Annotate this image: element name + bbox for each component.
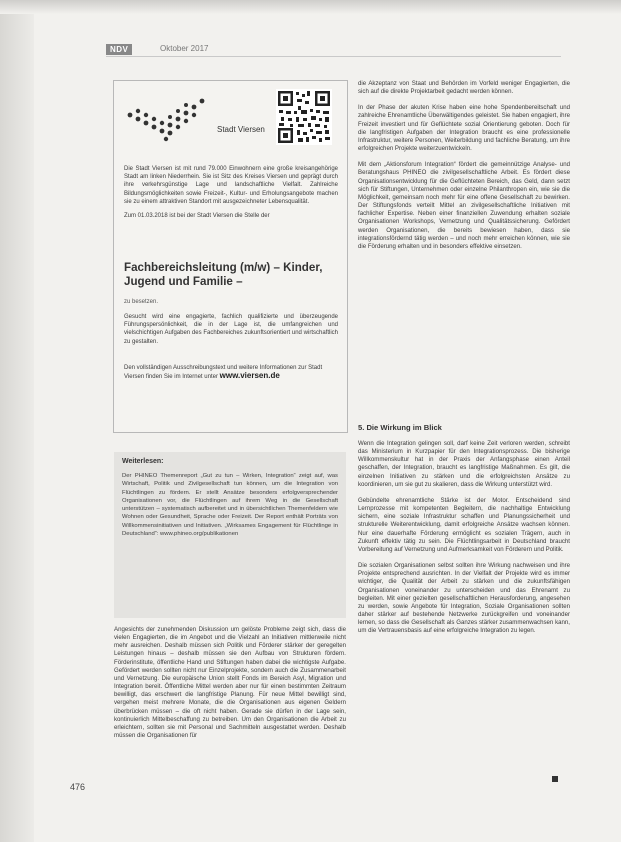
ad-date-line: Zum 01.03.2018 ist bei der Stadt Viersen die Stelle der	[124, 213, 270, 220]
ad-website-link[interactable]: www.viersen.de	[219, 371, 280, 381]
ad-description: Gesucht wird eine engagierte, fachlich qualifizierte und überzeugende Führungspersönlichkeit, die in der Lage ist, die umfangreichen und vielschichtigen Aufgaben des Fachbereiches zukunftsorientiert und wirtschaftlich zu gestalten.	[124, 314, 338, 345]
further-reading-text: Der PHINEO Themenreport „Gut zu tun – Wirken, Integration“ zeigt auf, was Wirtschaft, Politik und Zivilgesellschaft tun können, um die Integration von Flüchtlingen zu fördern. Er stellt Ansätze besonders erfolgversprechender Organisationen vor, die Flüchtlingen auf ihrem Weg in die Gesellschaft unterstützen – systematisch aufbereitet und in übersichtlichen Themenfeldern wie Wohnen oder Gesundheit, Sprache oder Freizeit. Der Report enthält Porträts von Willkommensinitiativen und Initiativen. „Wirksames Engagement für Flüchtlinge in Deutschland“: www.phineo.org/publikationen	[122, 473, 338, 538]
right-paragraph-3: Wenn die Integration gelingen soll, darf keine Zeit verloren werden, schreibt das Ministerium in Kurzpapier für den Integrationsprozess. Die bisherige Willkommenskultur hat in der Praxis der Anfangsphase einen Anteil geschaffen, der Integration, braucht es langfristige Maßnahmen. Es gilt, die einzelnen Initiativen zu stärken und die erfolgreichsten Ansätze zu koordinieren, um sie gut zu skalieren, dass die Wirkung unterstützt wird.	[358, 440, 570, 488]
ad-contact-text: Den vollständigen Ausschreibungstext und weitere Informationen zur Stadt Viersen finden Sie im Internet unter	[124, 365, 323, 381]
left-column-body	[114, 626, 346, 776]
right-column-bottom	[358, 440, 570, 784]
further-reading-title: Weiterlesen:	[122, 458, 164, 465]
left-body-paragraph: Angesichts der zunehmenden Diskussion um gelöste Probleme zeigt sich, dass die vielen Engagierten, die im Angebot und die Vielzahl an Initiativen mittlerweile nicht mehr ausreichen. Deshalb müssen sich Politik und Förderer stärker der geregelten Leistungen hinaus – deshalb müssen sie den Aufbau von Strukturen fördern. Förderinstitute, öffentliche Hand und Stiftungen haben dabei die wichtigste Aufgabe. Gefördert werden sollten nicht nur Einzelprojekte, sondern auch die Zusammenarbeit und Vernetzung. Die europäische Union stellt Fonds im Bereich Asyl, Migration und Integration bereit. Öffentliche Mittel werden aber nur für einen bestimmten Zeitraum bewilligt, das erschwert die langfristige Planung. Für neue Mittel bewilligt sind, vergehen meist mehrere Monate, die die Organisationen aus eigenen Geldern überbrücken müssen – die oft nicht haben. Gerade sie dürfen in der Lage sein, kontinuierlich Mittelbeschaffung zu betreiben. Um den Organisationen die Arbeit zu erleichtern, sollten sie mit Personal und Sachmitteln ausgestattet werden. Deshalb müssen die Organisationen für	[114, 626, 346, 740]
right-paragraph-2: Mit dem „Aktionsforum Integration“ fördert die gemeinnützige Analyse- und Beratungshaus PHINEO die zivilgesellschaftliche Arbeit. Es fördert diese Organisationsentwicklung für die Geflüchteten Bereich, das Geld, dann setzt sich für Stiftungen, Unternehmen oder einzelne Philanthropen ein, wie sie die Möglichkeit, gemeinsam noch mehr für eine offene Gesellschaft zu bewirken. Der Stiftungsfonds verteilt Mittel an zivilgesellschaftliche Initiativen mit fachlicher Expertise. Neben einer finanziellen Zuwendung erhalten soziale Organisationen Workshops, Vernetzung und Qualitätssicherung. Gefördert werden Organisationen, die bereits bewiesen haben, dass sie integrationsfördernd tätig werden – und noch mehr erreichen können, wie sie die Förderung erhalten und in besonders effektive einsetzen.	[358, 161, 570, 250]
section-heading: 5. Die Wirkung im Blick	[358, 423, 442, 432]
right-intro-paragraph: die Akzeptanz von Staat und Behörden im Vorfeld weniger Engagierten, die sich auf die direkte Projektarbeit gedacht werden können.	[358, 80, 570, 96]
job-advertisement	[113, 80, 348, 433]
qr-code-icon	[276, 89, 332, 145]
journal-badge: NDV	[106, 44, 132, 55]
article-end-mark	[552, 776, 558, 782]
right-paragraph-4: Gebündelte ehrenamtliche Stärke ist der Motor. Entscheidend sind Lernprozesse mit kompetenten Begleitern, die nachhaltige Entwicklung sichern, eine soziale Infrastruktur schaffen und Planungssicherheit und strukturelle Weiterentwicklung, damit erfolgreiche Ansätze wachsen können. Nur eine dauerhafte Förderung ermöglicht es sozialen Trägern, auch in Zukunft effektiv tätig zu sein. Die Flüchtlingsarbeit in Deutschland braucht Vorbereitung auf Vernetzung und Aufmerksamkeit von Förderern und Politik.	[358, 496, 570, 553]
header-rule	[106, 56, 561, 57]
issue-date: Oktober 2017	[160, 44, 209, 53]
ad-intro-text: Die Stadt Viersen ist mit rund 79.000 Einwohnern eine große kreisangehörige Stadt am linken Niederrhein. Sie ist Sitz des Kreises Viersen und geprägt durch ihre verkehrsgünstige Lage und landschaftliche Vielfalt. Zahlreiche Bildungsmöglichkeiten sowie Freizeit-, Kultur- und Erholungsangebote machen sie zu einem attraktiven Standort mit ausgezeichneter Lebensqualität.	[124, 166, 338, 205]
right-paragraph-1: In der Phase der akuten Krise haben eine hohe Spendenbereitschaft und zahlreiche Ehrenamtliche Überwältigendes geleistet. Sie haben engagiert, ihre Freizeit investiert und für Geflüchtete sozial Orientierung geboten. Doch für die langfristigen Aufgaben der Integration braucht es eine professionelle Infrastruktur, weitere Personen, Weiterbildung und fachliche Beratung, um ihre erfolgreichen Projekte weiterzuentwickeln.	[358, 104, 570, 153]
ad-job-title: Fachbereichsleitung (m/w) – Kinder, Jugend und Familie –	[124, 261, 323, 288]
ad-subtitle: zu besetzen.	[124, 299, 159, 305]
ad-contact	[124, 364, 338, 381]
ad-intro	[124, 165, 338, 220]
scan-edge	[0, 0, 621, 14]
page-gutter	[0, 0, 34, 842]
right-column-top	[358, 80, 570, 418]
viersen-logo-icon	[124, 93, 212, 149]
right-paragraph-5: Die sozialen Organisationen selbst sollten ihre Wirkung nachweisen und ihre Projekte entsprechend ausrichten. In der Vielfalt der Projekte wird es immer wichtiger, die Qualität der Arbeit zu stärken und die zukunftsfähigen Organisationen voneinander zu unterscheiden und das Ehrenamt zu begleiten. Mit einer gezielten gesellschaftlichen Herausforderung, angesehen zu werden, sowie Angebote für Integration, Soziale Organisationen sollten daher stärker auf bestehende Netzwerke zurückgreifen und voneinander lernen, so dass die Gesellschaft als Ganzes stärker zusammenwachsen kann, um die Vertrauensbasis auf eine erfolgreiche Integration zu legen.	[358, 562, 570, 635]
further-reading-box	[114, 452, 346, 618]
page-number: 476	[70, 782, 86, 792]
logo-text: Stadt Viersen	[217, 125, 265, 134]
